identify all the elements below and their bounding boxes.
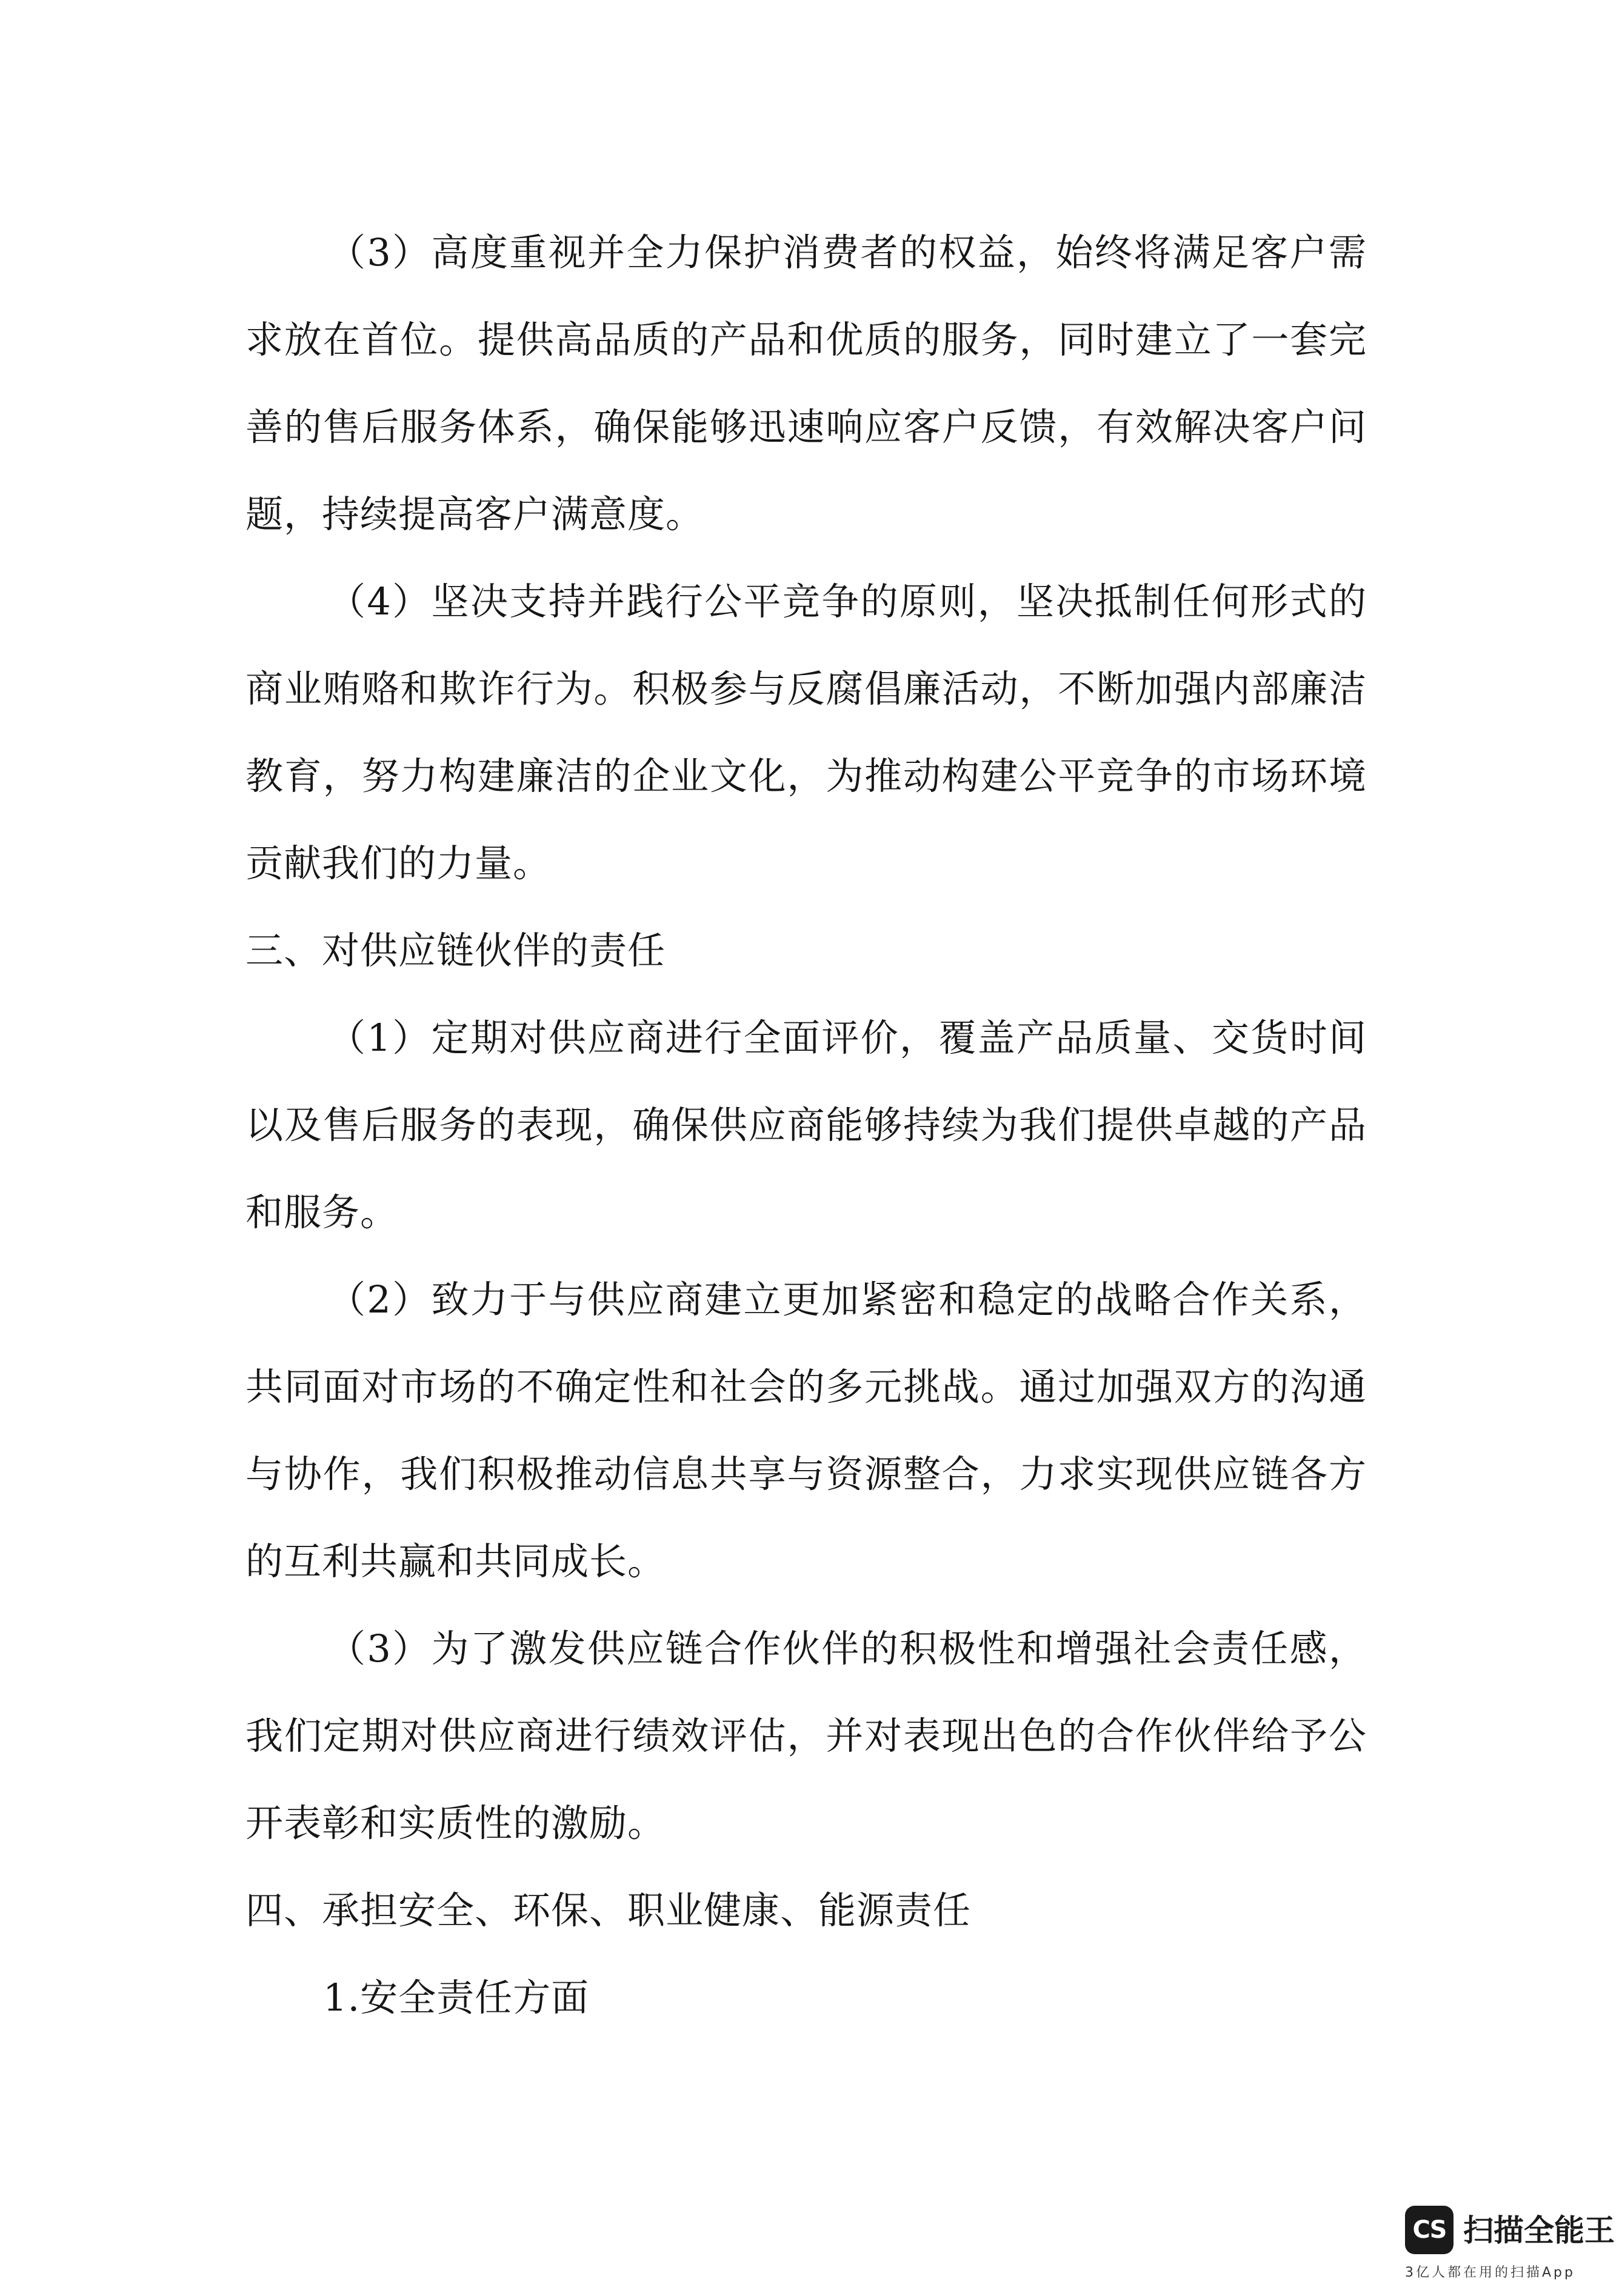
paragraph-fair-competition: （4）坚决支持并践行公平竞争的原则，坚决抵制任何形式的商业贿赂和欺诈行为。积极参与反腐倡廉活动，不断加强内部廉洁教育，努力构建廉洁的企业文化，为推动构建公平竞争的市场环境贡献我们的力量。 (245, 579, 1367, 885)
document-body (245, 209, 1367, 2041)
watermark-title: 扫描全能王 (1463, 2213, 1615, 2248)
section-heading-supply-chain: 三、对供应链伙伴的责任 (245, 928, 666, 973)
paragraph-supplier-incentives: （3）为了激发供应链合作伙伴的积极性和增强社会责任感，我们定期对供应商进行绩效评估，并对表现出色的合作伙伴给予公开表彰和实质性的激励。 (245, 1626, 1367, 1845)
subheading-safety-responsibility: 1.安全责任方面 (323, 1975, 590, 2020)
paragraph-consumer-rights: （3）高度重视并全力保护消费者的权益，始终将满足客户需求放在首位。提供高品质的产品和优质的服务，同时建立了一套完善的售后服务体系，确保能够迅速响应客户反馈，有效解决客户问题，持续提高客户满意度。 (245, 230, 1367, 536)
camscanner-logo-icon: CS (1405, 2206, 1453, 2254)
watermark-slogan: 3亿人都在用的扫描App (1405, 2265, 1575, 2280)
paragraph-strategic-partnership: （2）致力于与供应商建立更加紧密和稳定的战略合作关系，共同面对市场的不确定性和社会的多元挑战。通过加强双方的沟通与协作，我们积极推动信息共享与资源整合，力求实现供应链各方的互利共赢和共同成长。 (245, 1277, 1367, 1583)
scanner-watermark (1405, 2206, 1615, 2284)
section-heading-safety-environment: 四、承担安全、环保、职业健康、能源责任 (245, 1888, 972, 1932)
paragraph-supplier-evaluation: （1）定期对供应商进行全面评价，覆盖产品质量、交货时间以及售后服务的表现，确保供应商能够持续为我们提供卓越的产品和服务。 (245, 1016, 1367, 1234)
